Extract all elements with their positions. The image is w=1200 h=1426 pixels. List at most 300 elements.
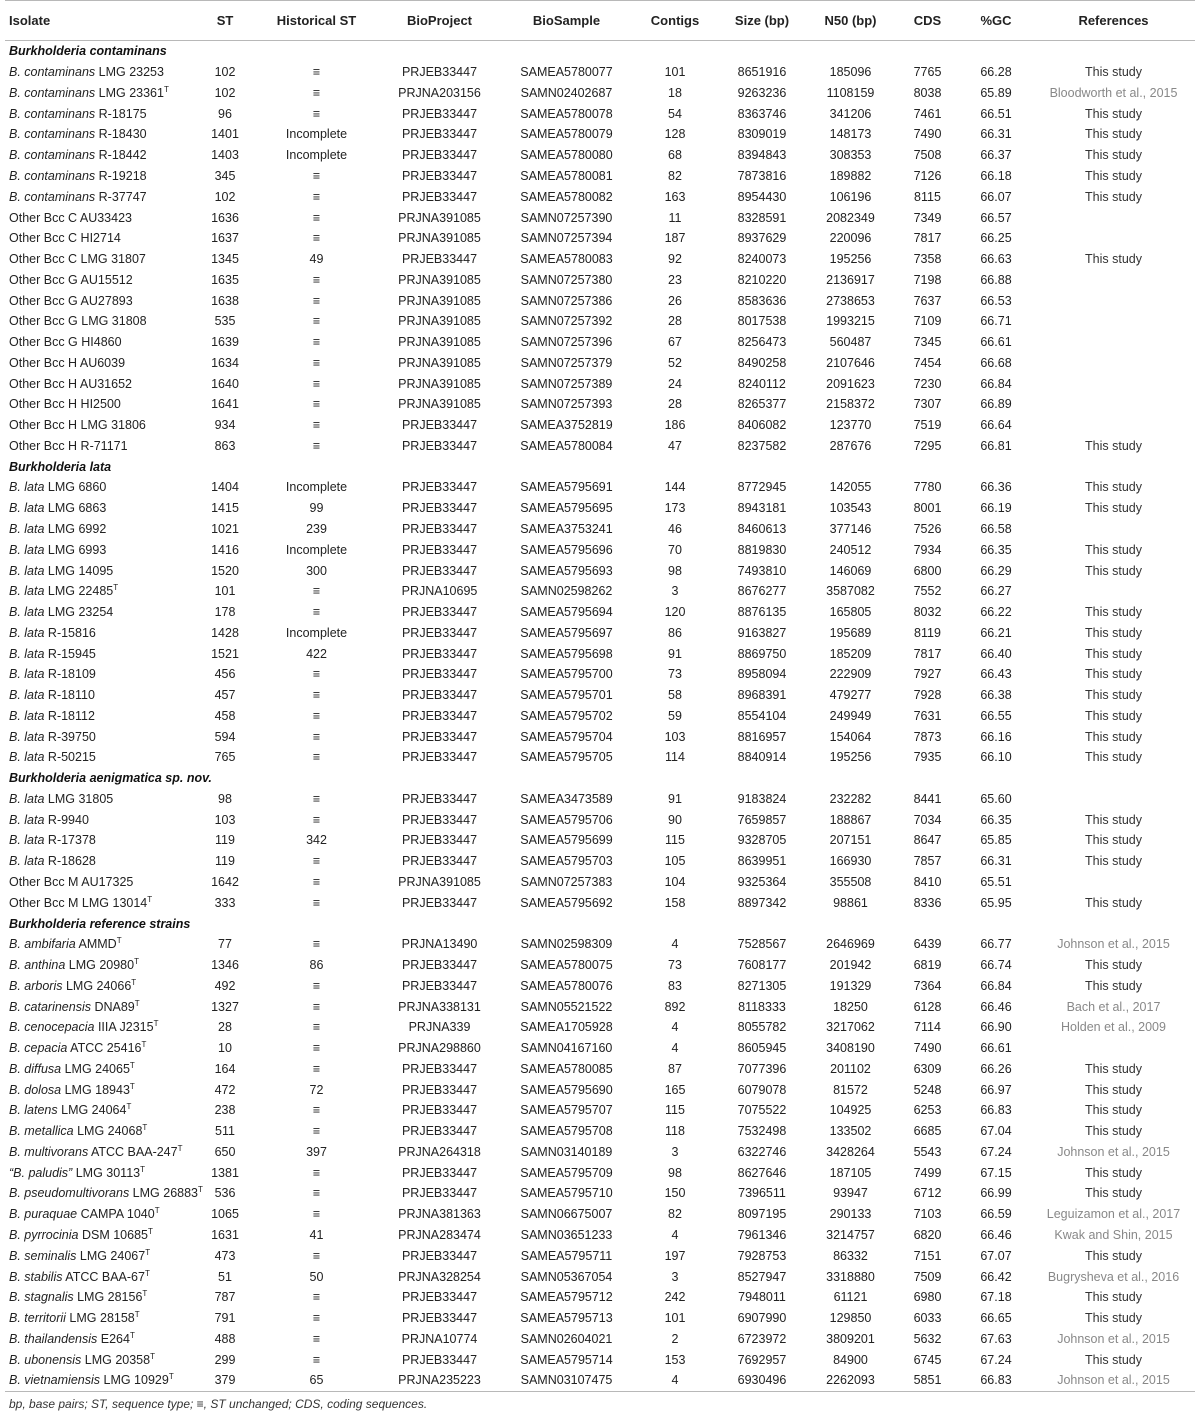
cell-size: 8897342: [737, 895, 787, 910]
cell-biosample: SAMEA5780075: [520, 958, 613, 973]
cell-reference: This study: [1085, 1352, 1142, 1367]
cell-size: 8097195: [737, 1207, 787, 1222]
cell-n50: 341206: [829, 106, 872, 121]
type-strain-mark: T: [145, 1247, 151, 1257]
isolate-species: B. vietnamiensis: [9, 1373, 101, 1388]
cell-contigs: 150: [664, 1186, 686, 1201]
cell-size: 7928753: [737, 1248, 787, 1263]
cell-gc: 66.64: [980, 418, 1012, 433]
isolate-strain: R-15816: [44, 625, 96, 640]
cell-historical-st: 41: [309, 1228, 324, 1243]
isolate-species: B. contaminans: [9, 85, 96, 100]
cell-isolate: [5, 415, 195, 436]
cell-size: 7659857: [737, 812, 787, 827]
cell-contigs: 101: [664, 65, 686, 80]
cell-isolate: [5, 560, 195, 581]
cell-size: 7493810: [737, 563, 787, 578]
cell-reference: This study: [1085, 1082, 1142, 1097]
cell-historical-st: 49: [309, 252, 324, 267]
cell-bioproject: PRJEB33447: [401, 542, 478, 557]
isolate-strain: CAMPA 1040: [77, 1207, 155, 1222]
cell-gc: 66.77: [980, 937, 1012, 952]
cell-bioproject: PRJEB33447: [401, 854, 478, 869]
cell-bioproject: PRJNA10695: [401, 584, 478, 599]
cell-biosample: SAMEA5795709: [520, 1165, 613, 1180]
table-row: [5, 332, 1195, 353]
cell-n50: 195256: [829, 252, 872, 267]
cell-gc: 66.84: [980, 376, 1012, 391]
cell-reference: [1032, 394, 1195, 415]
cell-biosample: SAMEA5795704: [520, 729, 613, 744]
cell-st: 456: [214, 667, 236, 682]
cell-bioproject: PRJEB33447: [401, 1103, 478, 1118]
cell-st: 1635: [211, 272, 239, 287]
cell-bioproject: PRJEB33447: [401, 1248, 478, 1263]
cell-biosample: SAMEA5795691: [520, 480, 613, 495]
cell-gc: 66.51: [980, 106, 1012, 121]
type-strain-mark: T: [131, 977, 137, 987]
cell-contigs: 158: [664, 895, 686, 910]
cell-historical-st: ≡: [312, 667, 321, 682]
cell-bioproject: PRJNA298860: [398, 1041, 481, 1056]
cell-biosample: SAMN07257383: [520, 875, 613, 889]
cell-reference: This study: [1085, 958, 1142, 973]
section-title: Burkholderia aenigmatica sp. nov.: [9, 771, 212, 786]
cell-size: 6907990: [737, 1311, 787, 1326]
cell-contigs: 82: [668, 1207, 682, 1222]
section-title: Burkholderia lata: [9, 459, 112, 474]
cell-bioproject: PRJEB33447: [401, 1124, 478, 1139]
cell-n50: 560487: [829, 335, 872, 350]
cell-reference: [1032, 373, 1195, 394]
cell-n50: 142055: [829, 480, 872, 495]
cell-contigs: 4: [671, 1020, 679, 1035]
cell-historical-st: ≡: [312, 1290, 321, 1305]
table-row: [5, 955, 1195, 976]
cell-contigs: 105: [664, 854, 686, 869]
section-title: Burkholderia reference strains: [9, 916, 191, 931]
isolate-strain: R-39750: [44, 729, 96, 744]
cell-biosample: SAMN02604021: [520, 1331, 613, 1346]
cell-biosample: SAMEA3753241: [520, 521, 613, 536]
cell-historical-st: ≡: [312, 895, 321, 910]
table-row: [5, 415, 1195, 436]
cell-bioproject: PRJEB33447: [401, 605, 478, 620]
cell-n50: 123770: [829, 418, 872, 433]
cell-st: 102: [214, 189, 236, 204]
cell-reference: [1032, 311, 1195, 332]
cell-n50: 3408190: [826, 1041, 875, 1056]
cell-contigs: 28: [668, 397, 682, 412]
cell-contigs: 115: [665, 1103, 685, 1118]
cell-bioproject: PRJEB33447: [401, 729, 478, 744]
cell-cds: 7927: [913, 667, 942, 682]
cell-biosample: SAMEA5795690: [520, 1082, 613, 1097]
cell-cds: 7780: [913, 480, 942, 495]
cell-biosample: SAMEA3752819: [520, 418, 613, 433]
table-header: [5, 1, 1195, 41]
cell-st: 863: [214, 438, 236, 453]
isolate-strain: LMG 10929: [100, 1373, 169, 1388]
cell-size: 6079078: [737, 1082, 787, 1097]
cell-cds: 7295: [913, 438, 942, 453]
cell-historical-st: ≡: [312, 189, 321, 204]
cell-st: 765: [214, 750, 236, 765]
cell-st: 119: [215, 833, 235, 848]
header-row: [5, 1, 1195, 41]
cell-n50: 287676: [829, 438, 872, 453]
cell-historical-st: ≡: [312, 85, 321, 100]
cell-contigs: 70: [668, 542, 682, 557]
cell-size: 8627646: [737, 1165, 787, 1180]
isolate-species: B. thailandensis: [9, 1331, 98, 1346]
cell-st: 787: [214, 1290, 236, 1305]
table-row: [5, 706, 1195, 727]
cell-isolate: [5, 249, 195, 270]
cell-biosample: SAMN03140189: [520, 1144, 613, 1159]
cell-reference: This study: [1085, 542, 1142, 557]
cell-n50: 84900: [833, 1352, 868, 1367]
cell-contigs: 153: [664, 1352, 686, 1367]
cell-n50: 201102: [830, 1061, 871, 1076]
cell-gc: 66.31: [980, 127, 1012, 142]
cell-reference: This study: [1085, 106, 1142, 121]
cell-size: 8583636: [737, 293, 787, 308]
cell-biosample: SAMN07257389: [520, 376, 613, 391]
cell-cds: 7114: [914, 1020, 941, 1035]
cell-historical-st: ≡: [312, 708, 321, 723]
cell-contigs: 52: [668, 355, 682, 370]
cell-size: 7692957: [737, 1352, 787, 1367]
cell-isolate: [5, 83, 195, 104]
cell-st: 10: [218, 1041, 232, 1056]
cell-bioproject: PRJEB33447: [401, 978, 478, 993]
cell-bioproject: PRJEB33447: [401, 1165, 478, 1180]
table-row: [5, 124, 1195, 145]
cell-isolate: [5, 872, 195, 893]
cell-n50: 220096: [829, 231, 872, 246]
cell-st: 345: [214, 168, 236, 183]
cell-isolate: [5, 1038, 195, 1059]
isolate-species: B. contaminans: [9, 148, 96, 163]
isolate-strain: Other Bcc C HI2714: [9, 231, 121, 246]
cell-isolate: [5, 145, 195, 166]
cell-gc: 66.84: [980, 978, 1012, 993]
table-row: [5, 934, 1195, 955]
cell-contigs: 103: [664, 729, 686, 744]
cell-st: 511: [215, 1124, 235, 1139]
cell-bioproject: PRJEB33447: [401, 148, 478, 163]
cell-biosample: SAMEA5780081: [520, 168, 613, 183]
cell-n50: 185096: [829, 65, 872, 80]
col-header-biosample: BioSample: [501, 1, 632, 41]
cell-cds: 8038: [913, 85, 942, 100]
table-row: [5, 622, 1195, 643]
cell-reference: This study: [1085, 1124, 1142, 1139]
isolate-strain: R-50215: [44, 750, 96, 765]
cell-isolate: [5, 996, 195, 1017]
table-row: [5, 685, 1195, 706]
cell-isolate: [5, 809, 195, 830]
cell-size: 9263236: [737, 85, 787, 100]
cell-st: 119: [215, 854, 235, 869]
cell-cds: 6745: [913, 1352, 942, 1367]
cell-historical-st: ≡: [312, 999, 321, 1014]
cell-n50: 3214757: [826, 1228, 875, 1243]
cell-isolate: [5, 1328, 195, 1349]
isolate-strain: ATCC BAA-67: [62, 1269, 145, 1284]
isolate-strain: Other Bcc M LMG 13014: [9, 895, 148, 910]
cell-bioproject: PRJNA391085: [398, 875, 481, 889]
cell-gc: 67.04: [980, 1124, 1012, 1139]
cell-contigs: 46: [668, 521, 682, 536]
cell-gc: 66.58: [980, 521, 1012, 536]
cell-gc: 66.29: [980, 563, 1012, 578]
isolate-species: B. cepacia: [9, 1041, 68, 1056]
cell-st: 299: [214, 1352, 236, 1367]
cell-size: 8869750: [737, 646, 787, 661]
cell-st: 77: [218, 937, 232, 952]
isolate-strain: R-18430: [95, 127, 147, 142]
cell-bioproject: PRJNA391085: [398, 272, 481, 287]
cell-biosample: SAMN03107475: [520, 1373, 613, 1388]
cell-size: 8055782: [737, 1020, 787, 1035]
cell-contigs: 86: [668, 625, 682, 640]
isolate-strain: LMG 28158: [65, 1311, 135, 1326]
table-row: [5, 1349, 1195, 1370]
isolate-strain: LMG 31805: [44, 791, 114, 806]
cell-contigs: 4: [671, 1041, 679, 1056]
cell-cds: 6820: [913, 1228, 942, 1243]
isolate-species: B. contaminans: [9, 168, 96, 183]
table-row: [5, 394, 1195, 415]
section-row: [5, 41, 1195, 62]
isolate-species: B. pyrrocinia: [9, 1228, 79, 1243]
cell-st: 98: [218, 791, 232, 806]
cell-cds: 7817: [913, 646, 942, 661]
cell-size: 8460613: [737, 521, 787, 536]
isolate-strain: Other Bcc M AU17325: [9, 875, 134, 889]
cell-reference: This study: [1085, 667, 1142, 682]
cell-biosample: SAMEA5795707: [520, 1103, 613, 1118]
cell-bioproject: PRJEB33447: [401, 501, 478, 516]
cell-reference: This study: [1085, 127, 1142, 142]
isolate-species: B. puraquae: [9, 1207, 78, 1222]
cell-gc: 66.61: [980, 335, 1012, 350]
cell-size: 8363746: [737, 106, 787, 121]
cell-historical-st: ≡: [312, 293, 321, 308]
cell-contigs: 165: [664, 1082, 686, 1097]
cell-bioproject: PRJEB33447: [401, 189, 478, 204]
cell-gc: 66.16: [980, 729, 1012, 744]
cell-isolate: [5, 1100, 195, 1121]
cell-biosample: SAMEA5795703: [520, 854, 613, 869]
isolate-species: B. stabilis: [9, 1269, 63, 1284]
cell-historical-st: ≡: [312, 605, 321, 620]
cell-cds: 8410: [913, 875, 942, 889]
genome-table: [5, 0, 1195, 1391]
cell-size: 8394843: [737, 148, 787, 163]
cell-reference: [1032, 290, 1195, 311]
cell-n50: 86332: [833, 1248, 868, 1263]
cell-gc: 67.24: [980, 1352, 1012, 1367]
type-strain-mark: T: [134, 1310, 140, 1320]
cell-gc: 66.83: [980, 1373, 1012, 1388]
cell-size: 8943181: [737, 501, 787, 516]
cell-st: 1416: [211, 542, 239, 557]
table-row: [5, 1183, 1195, 1204]
cell-bioproject: PRJNA381363: [398, 1207, 481, 1222]
cell-biosample: SAMEA5780079: [520, 127, 613, 142]
cell-contigs: 87: [668, 1061, 682, 1076]
type-strain-mark: T: [147, 894, 153, 904]
cell-size: 8527947: [737, 1269, 787, 1284]
cell-cds: 6309: [913, 1061, 942, 1076]
cell-historical-st: ≡: [312, 1020, 321, 1035]
cell-isolate: [5, 394, 195, 415]
cell-st: 1404: [211, 480, 239, 495]
cell-st: 1631: [211, 1228, 239, 1243]
cell-st: 178: [214, 605, 236, 620]
cell-isolate: [5, 726, 195, 747]
cell-n50: 154064: [829, 729, 872, 744]
cell-isolate: [5, 186, 195, 207]
cell-n50: 18250: [833, 999, 868, 1014]
isolate-species: B. dolosa: [9, 1082, 62, 1097]
cell-bioproject: PRJEB33447: [401, 1186, 478, 1201]
type-strain-mark: T: [147, 1227, 153, 1237]
cell-gc: 66.10: [980, 750, 1012, 765]
cell-reference: This study: [1085, 1311, 1142, 1326]
cell-contigs: 3: [671, 1144, 679, 1159]
cell-historical-st: 72: [309, 1082, 324, 1097]
table-row: [5, 1370, 1195, 1391]
cell-size: 7532498: [737, 1124, 787, 1139]
cell-st: 457: [214, 688, 236, 703]
table-row: [5, 1121, 1195, 1142]
cell-gc: 66.61: [980, 1041, 1012, 1056]
cell-st: 473: [214, 1248, 236, 1263]
cell-size: 7396511: [738, 1186, 786, 1201]
cell-cds: 7490: [913, 1041, 942, 1056]
cell-historical-st: ≡: [312, 937, 321, 952]
cell-st: 102: [214, 85, 236, 100]
cell-contigs: 59: [668, 708, 682, 723]
cell-gc: 67.18: [980, 1290, 1012, 1305]
cell-st: 1637: [211, 231, 239, 246]
cell-n50: 187105: [829, 1165, 872, 1180]
cell-bioproject: PRJEB33447: [401, 480, 478, 495]
cell-bioproject: PRJNA13490: [401, 937, 478, 952]
table-row: [5, 872, 1195, 893]
table-row: [5, 1142, 1195, 1163]
cell-cds: 7508: [913, 148, 942, 163]
isolate-species: B. lata: [9, 625, 45, 640]
cell-isolate: [5, 1059, 195, 1080]
type-strain-mark: T: [129, 1081, 135, 1091]
cell-reference: This study: [1085, 1061, 1142, 1076]
cell-gc: 66.99: [980, 1186, 1012, 1201]
cell-n50: 207151: [829, 833, 872, 848]
cell-isolate: [5, 934, 195, 955]
cell-isolate: [5, 955, 195, 976]
cell-historical-st: ≡: [312, 314, 321, 329]
cell-biosample: SAMEA5795698: [520, 646, 613, 661]
cell-size: 8328591: [737, 210, 787, 225]
cell-contigs: 186: [664, 418, 686, 433]
cell-bioproject: PRJEB33447: [401, 521, 478, 536]
cell-size: 8554104: [737, 708, 787, 723]
table-row: [5, 1162, 1195, 1183]
cell-gc: 66.63: [980, 252, 1012, 267]
type-strain-mark: T: [134, 957, 139, 967]
cell-reference: Kwak and Shin, 2015: [1054, 1228, 1173, 1243]
cell-st: 536: [214, 1186, 236, 1201]
cell-st: 594: [214, 729, 236, 744]
cell-size: 8772945: [737, 480, 787, 495]
isolate-species: B. lata: [9, 812, 45, 827]
cell-isolate: [5, 103, 195, 124]
cell-size: 8937629: [737, 231, 787, 246]
cell-reference: [1032, 581, 1195, 602]
cell-n50: 146069: [829, 563, 872, 578]
isolate-species: B. arboris: [9, 978, 63, 993]
cell-contigs: 11: [668, 210, 682, 225]
cell-isolate: [5, 124, 195, 145]
cell-historical-st: ≡: [312, 168, 321, 183]
cell-historical-st: 397: [306, 1144, 327, 1159]
cell-reference: Johnson et al., 2015: [1057, 1331, 1170, 1346]
isolate-strain: R-18110: [44, 688, 95, 703]
cell-contigs: 47: [668, 438, 682, 453]
isolate-strain: DNA89: [90, 999, 135, 1014]
cell-reference: [1032, 352, 1195, 373]
cell-isolate: [5, 1079, 195, 1100]
table-row: [5, 602, 1195, 623]
isolate-strain: LMG 20980: [65, 958, 135, 973]
isolate-species: B. lata: [9, 501, 45, 516]
cell-biosample: SAMN07257393: [520, 397, 613, 412]
table-row: [5, 1017, 1195, 1038]
cell-cds: 7198: [913, 272, 942, 287]
isolate-strain: LMG 23253: [95, 65, 164, 80]
cell-st: 472: [214, 1082, 236, 1097]
cell-isolate: [5, 519, 195, 540]
cell-st: 102: [214, 65, 236, 80]
table-row: [5, 1245, 1195, 1266]
isolate-strain: LMG 18943: [61, 1082, 130, 1097]
isolate-species: B. lata: [9, 667, 45, 682]
cell-historical-st: ≡: [312, 106, 321, 121]
cell-gc: 66.37: [980, 148, 1012, 163]
isolate-strain: LMG 14095: [44, 563, 114, 578]
cell-st: 51: [218, 1269, 232, 1284]
cell-cds: 7103: [913, 1207, 942, 1222]
cell-n50: 2158372: [826, 397, 875, 412]
cell-reference: Leguizamon et al., 2017: [1046, 1207, 1181, 1222]
cell-n50: 195256: [829, 750, 872, 765]
cell-reference: Bach et al., 2017: [1066, 999, 1161, 1014]
cell-n50: 93947: [833, 1186, 868, 1201]
isolate-species: B. ambifaria: [9, 937, 76, 952]
cell-isolate: [5, 1245, 195, 1266]
cell-isolate: [5, 269, 195, 290]
cell-n50: 3428264: [826, 1144, 875, 1159]
cell-size: 6322746: [737, 1144, 787, 1159]
cell-historical-st: ≡: [312, 1186, 321, 1201]
cell-n50: 2738653: [826, 293, 875, 308]
cell-biosample: SAMEA5795699: [520, 833, 613, 848]
